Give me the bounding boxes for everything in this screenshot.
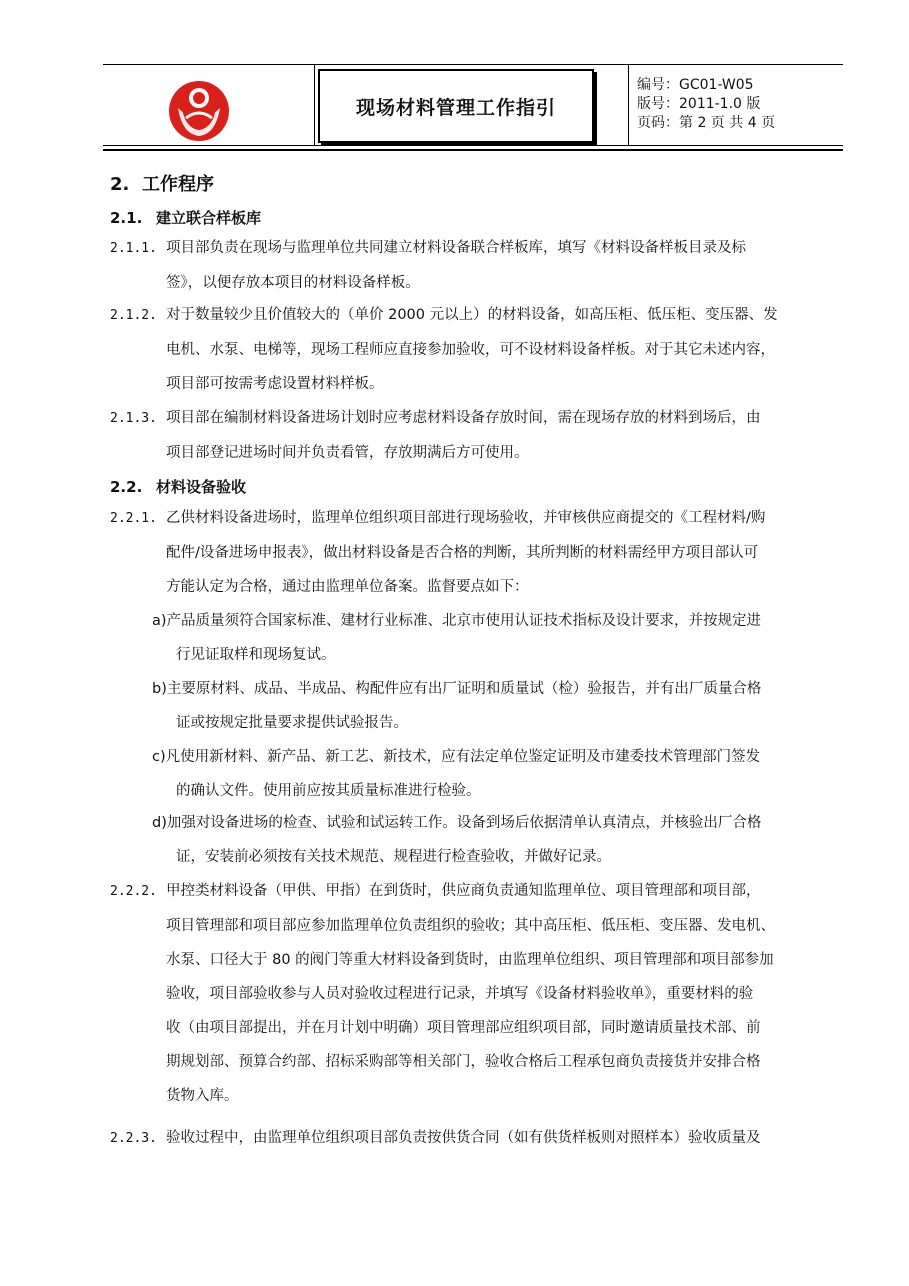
clause-line: 验收，项目部验收参与人员对验收过程进行记录，并填写《设备材料验收单》，重要材料的验 [166, 986, 754, 1002]
list-item-d [152, 806, 761, 874]
clause-2-2-1 [110, 501, 765, 604]
header-divider [628, 64, 629, 146]
clause-line: 项目部在编制材料设备进场计划时应考虑材料设备存放时间，需在现场存放的材料到场后，由 [166, 410, 761, 426]
list-item-line: 凡使用新材料、新产品、新工艺、新技术，应有法定单位鉴定证明及市建委技术管理部门签发 [165, 749, 761, 765]
subsection-title: 材料设备验收 [156, 478, 247, 496]
header-bottom-rule-thick [103, 149, 843, 151]
section-title: 工作程序 [142, 174, 214, 195]
clause-line: 收（由项目部提出，并在月计划中明确）项目管理部应组织项目部，同时邀请质量技术部、前 [166, 1020, 761, 1036]
section-number: 2. [110, 174, 130, 195]
clause-line: 项目部负责在现场与监理单位共同建立材料设备联合样板库，填写《材料设备样板目录及标 [166, 240, 746, 256]
clause-line: 配件/设备进场申报表》，做出材料设备是否合格的判断，其所判断的材料需经甲方项目部认可 [166, 545, 759, 561]
clause-2-2-3 [110, 1121, 761, 1156]
clause-line: 甲控类材料设备（甲供、甲指）在到货时，供应商负责通知监理单位、项目管理部和项目部， [166, 883, 761, 899]
header-bottom-rule [103, 145, 843, 146]
clause-number: 2.1.1. [110, 241, 157, 256]
document-title: 现场材料管理工作指引 [355, 96, 556, 119]
clause-line: 项目管理部和项目部应参加监理单位负责组织的验收；其中高压柜、低压柜、变压器、发电机、 [166, 918, 775, 934]
subsection-heading [110, 207, 261, 228]
list-item-line: 的确认文件。使用前应按其质量标准进行检验。 [176, 783, 481, 799]
subsection-number: 2.1. [110, 209, 143, 227]
clause-line: 项目部登记进场时间并负责看管，存放期满后方可使用。 [166, 445, 529, 461]
subsection-number: 2.2. [110, 478, 143, 496]
clause-line: 水泵、口径大于 80 的阀门等重大材料设备到货时，由监理单位组织、项目管理部和项目部参加 [166, 952, 774, 968]
clause-2-1-1 [110, 231, 746, 300]
list-item-label: c) [152, 749, 166, 765]
clause-2-2-2 [110, 874, 775, 1113]
list-item-line: 加强对设备进场的检查、试验和试运转工作。设备到场后依据清单认真清点，并核验出厂合格 [166, 815, 762, 831]
subsection-heading [110, 476, 246, 497]
clause-line: 项目部可按需考虑设置材料样板。 [166, 376, 384, 392]
document-version: 版号：2011-1.0 版 [637, 96, 761, 112]
clause-number: 2.2.1. [110, 511, 157, 526]
clause-line: 期规划部、预算合约部、招标采购部等相关部门，验收合格后工程承包商负责接货并安排合格 [166, 1054, 761, 1070]
list-item-line: 证或按规定批量要求提供试验报告。 [176, 715, 408, 731]
clause-line: 乙供材料设备进场时，监理单位组织项目部进行现场验收，并审核供应商提交的《工程材料/购 [166, 510, 766, 526]
list-item-line: 行见证取样和现场复试。 [176, 647, 336, 663]
list-item-a [152, 604, 761, 672]
clause-line: 验收过程中，由监理单位组织项目部负责按供货合同（如有供货样板则对照样本）验收质量及 [166, 1130, 761, 1146]
clause-line: 货物入库。 [166, 1088, 239, 1104]
clause-line: 对于数量较少且价值较大的（单价 2000 元以上）的材料设备，如高压柜、低压柜、变压器、发 [166, 307, 778, 323]
clause-number: 2.2.3. [110, 1131, 157, 1146]
clause-line: 方能认定为合格，通过由监理单位备案。监督要点如下： [166, 579, 529, 595]
subsection-title: 建立联合样板库 [156, 209, 262, 227]
list-item-label: a) [152, 613, 167, 629]
list-item-line: 主要原材料、成品、半成品、构配件应有出厂证明和质量试（检）验报告，并有出厂质量合格 [166, 681, 762, 697]
clause-number: 2.2.2. [110, 884, 157, 899]
header-top-rule [103, 64, 843, 65]
header-divider [314, 64, 315, 146]
document-code: 编号：GC01-W05 [637, 77, 754, 93]
list-item-line: 证，安装前必须按有关技术规范、规程进行检查验收，并做好记录。 [176, 849, 611, 865]
clause-line: 签》，以便存放本项目的材料设备样板。 [166, 275, 420, 291]
list-item-c [152, 740, 760, 808]
list-item-line: 产品质量须符合国家标准、建材行业标准、北京市使用认证技术指标及设计要求，并按规定进 [166, 613, 762, 629]
document-title-box [318, 69, 594, 143]
clause-line: 电机、水泵、电梯等，现场工程师应直接参加验收，可不设材料设备样板。对于其它未述内容， [166, 342, 775, 358]
document-meta [637, 76, 775, 133]
clause-2-1-3 [110, 401, 761, 470]
company-logo-icon [166, 78, 232, 144]
document-page-number: 页码：第 2 页 共 4 页 [637, 115, 776, 131]
clause-2-1-2 [110, 298, 778, 401]
list-item-b [152, 672, 761, 740]
clause-number: 2.1.2. [110, 308, 157, 323]
list-item-label: b) [152, 681, 167, 697]
clause-number: 2.1.3. [110, 411, 157, 426]
section-heading [110, 170, 214, 196]
list-item-label: d) [152, 815, 167, 831]
